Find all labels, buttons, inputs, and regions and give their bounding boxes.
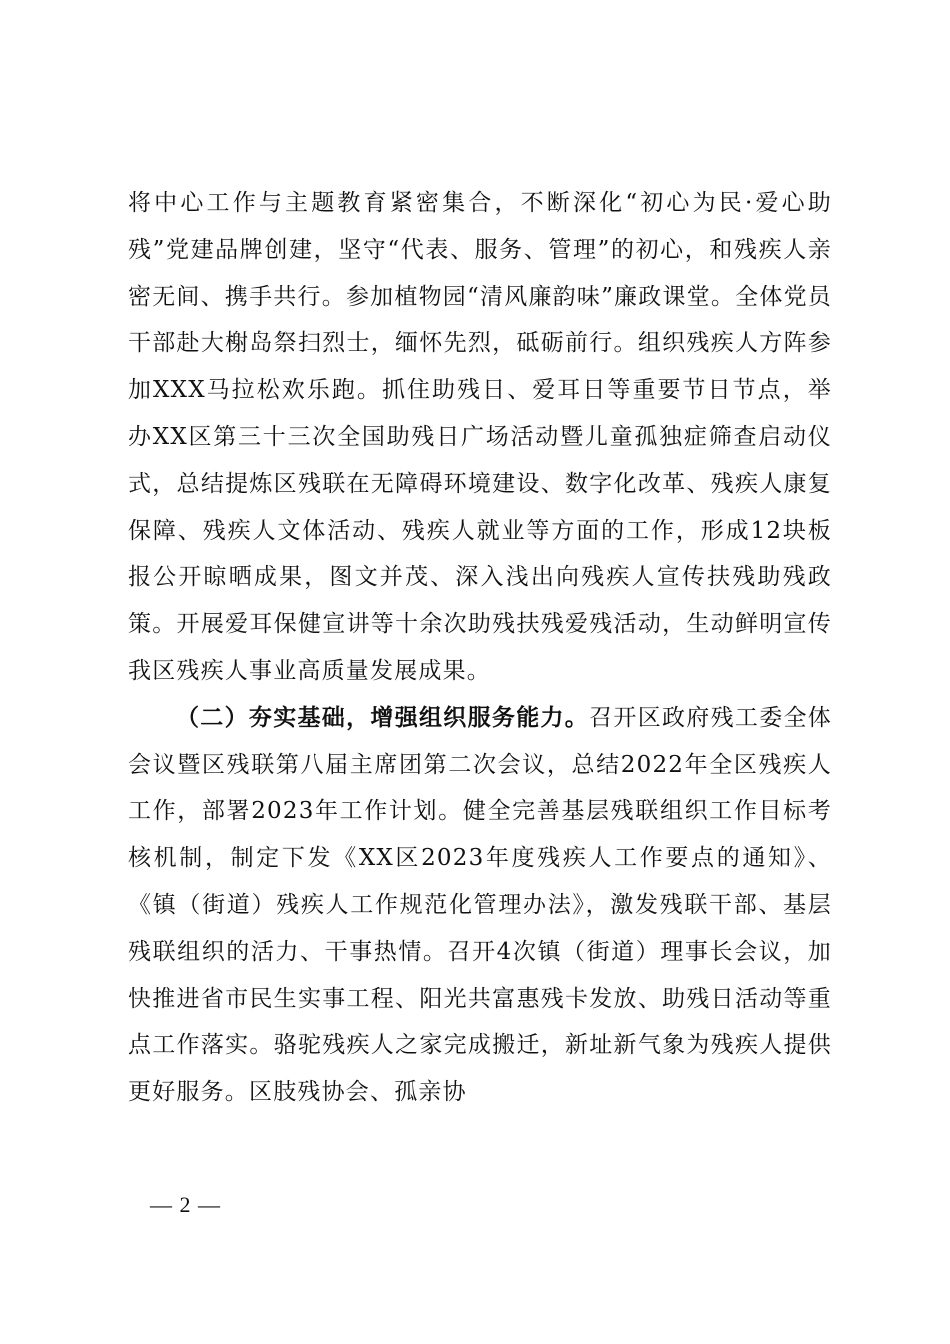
paragraph-1 — [128, 180, 832, 695]
paragraph-2 — [128, 695, 832, 1116]
section-heading-strengthen-foundation: （二）夯实基础，增强组织服务能力。 — [176, 703, 590, 731]
paragraph-1-text: 将中心工作与主题教育紧密集合，不断深化“初心为民·爱心助残”党建品牌创建，坚守“代表、服务、管理”的初心，和残疾人亲密无间、携手共行。参加植物园“清风廉韵味”廉政课堂。全体党员干部赴大榭岛祭扫烈士，缅怀先烈，砥砺前行。组织残疾人方阵参加XXX马拉松欢乐跑。抓住助残日、爱耳日等重要节日节点，举办XX区第三十三次全国助残日广场活动暨儿童孤独症筛查启动仪式，总结提炼区残联在无障碍环境建设、数字化改革、残疾人康复保障、残疾人文体活动、残疾人就业等方面的工作，形成12块板报公开晾晒成果，图文并茂、深入浅出向残疾人宣传扶残助残政策。开展爱耳保健宣讲等十余次助残扶残爱残活动，生动鲜明宣传我区残疾人事业高质量发展成果。 — [128, 190, 832, 684]
paragraph-2-text: 召开区政府残工委全体会议暨区残联第八届主席团第二次会议，总结2022年全区残疾人工作，部署2023年工作计划。健全完善基层残联组织工作目标考核机制，制定下发《XX区2023年度残疾人工作要点的通知》、《镇（街道）残疾人工作规范化管理办法》，激发残联干部、基层残联组织的活力、干事热情。召开4次镇（街道）理事长会议，加快推进省市民生实事工程、阳光共富惠残卡发放、助残日活动等重点工作落实。骆驼残疾人之家完成搬迁，新址新气象为残疾人提供更好服务。区肢残协会、孤亲协 — [128, 704, 833, 1106]
page-number: — 2 — — [150, 1192, 221, 1217]
document-body — [128, 180, 832, 1116]
